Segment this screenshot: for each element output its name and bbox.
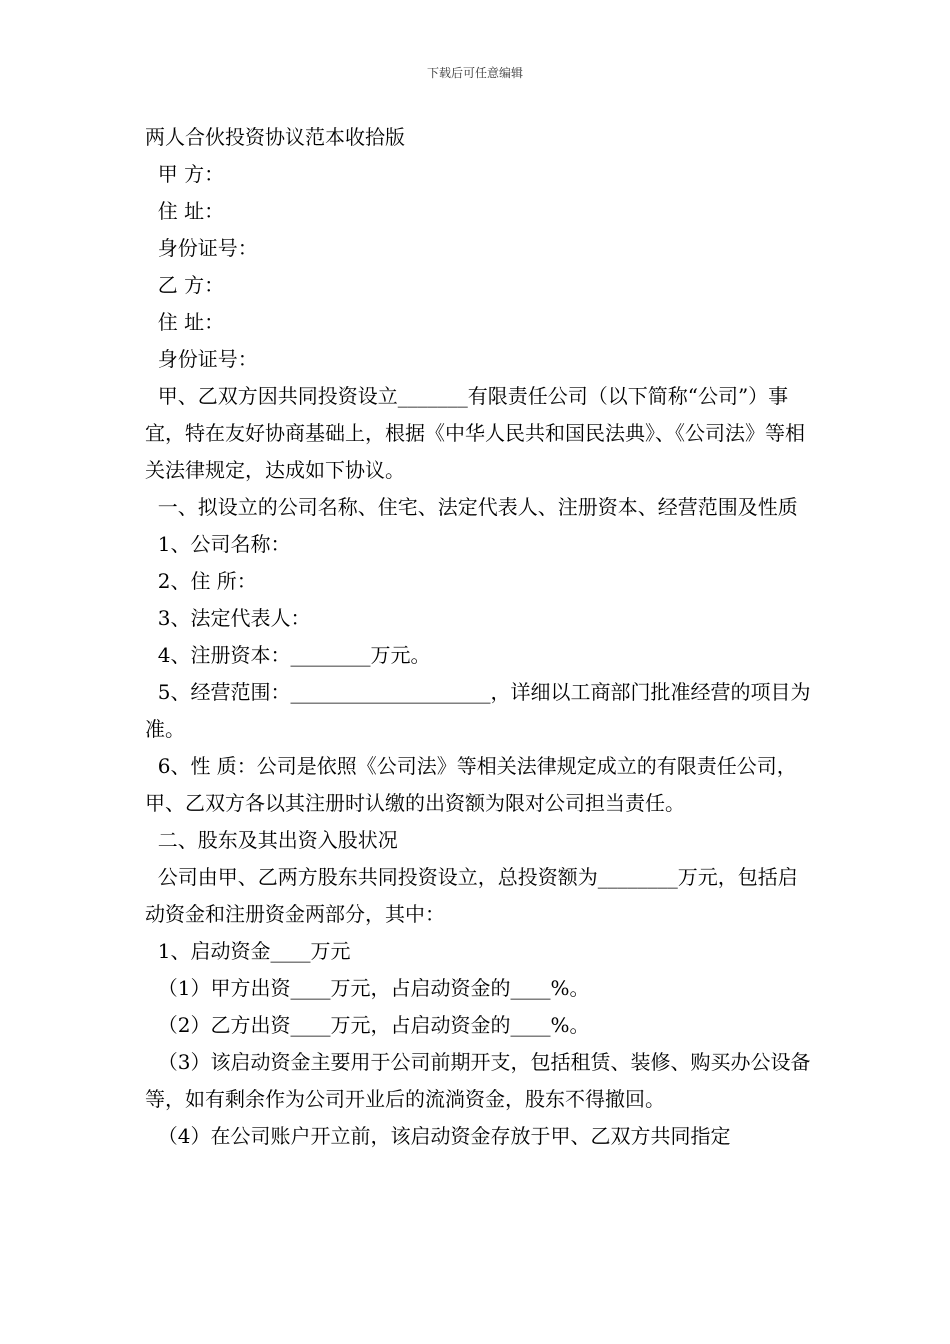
party-a-id: 身份证号： — [145, 236, 258, 260]
startup-funds-usage: （3）该启动资金主要用于公司前期开支，包括租赁、装修、购买办公设备等，如有剩余作为公司开业后的流淌资金，股东不得撤回。 — [145, 1050, 811, 1111]
startup-funds-custody: （4）在公司账户开立前，该启动资金存放于甲、乙双方共同指定 — [145, 1124, 731, 1148]
document-title: 两人合伙投资协议范本收拾版 — [145, 125, 405, 149]
startup-funds-item: 1、启动资金____万元 — [145, 939, 351, 963]
document-body — [145, 119, 815, 1155]
company-nature-item: 6、性 质：公司是依照《公司法》等相关法律规定成立的有限责任公司，甲、乙双方各以其注册时认缴的出资额为限对公司担当责任。 — [145, 754, 797, 815]
legal-representative-item: 3、法定代表人： — [145, 606, 311, 630]
company-name-item: 1、公司名称： — [145, 532, 291, 556]
party-b-contribution: （2）乙方出资____万元，占启动资金的____%。 — [145, 1013, 590, 1037]
company-residence-item: 2、住 所： — [145, 569, 257, 593]
party-a-contribution: （1）甲方出资____万元，占启动资金的____%。 — [145, 976, 590, 1000]
registered-capital-item: 4、注册资本：________万元。 — [145, 643, 431, 667]
investment-overview: 公司由甲、乙两方股东共同投资设立，总投资额为________万元，包括启动资金和注册资金两部分，其中： — [145, 865, 798, 926]
party-a-address: 住 址： — [145, 199, 225, 223]
business-scope-item: 5、经营范围：____________________，详细以工商部门批准经营的项目为准。 — [145, 680, 811, 741]
party-b-address: 住 址： — [145, 310, 225, 334]
party-b-label: 乙 方： — [145, 273, 225, 297]
section-one-heading: 一、拟设立的公司名称、住宅、法定代表人、注册资本、经营范围及性质 — [145, 495, 798, 519]
party-b-id: 身份证号： — [145, 347, 258, 371]
section-two-heading: 二、股东及其出资入股状况 — [145, 828, 398, 852]
page-header: 下载后可任意编辑 — [426, 66, 523, 80]
preamble-paragraph: 甲、乙双方因共同投资设立_______有限责任公司（以下简称“公司”）事宜，特在友好协商基础上，根据《中华人民共和国民法典》、《公司法》等相关法律规定，达成如下协议。 — [145, 384, 805, 482]
party-a-label: 甲 方： — [145, 162, 225, 186]
